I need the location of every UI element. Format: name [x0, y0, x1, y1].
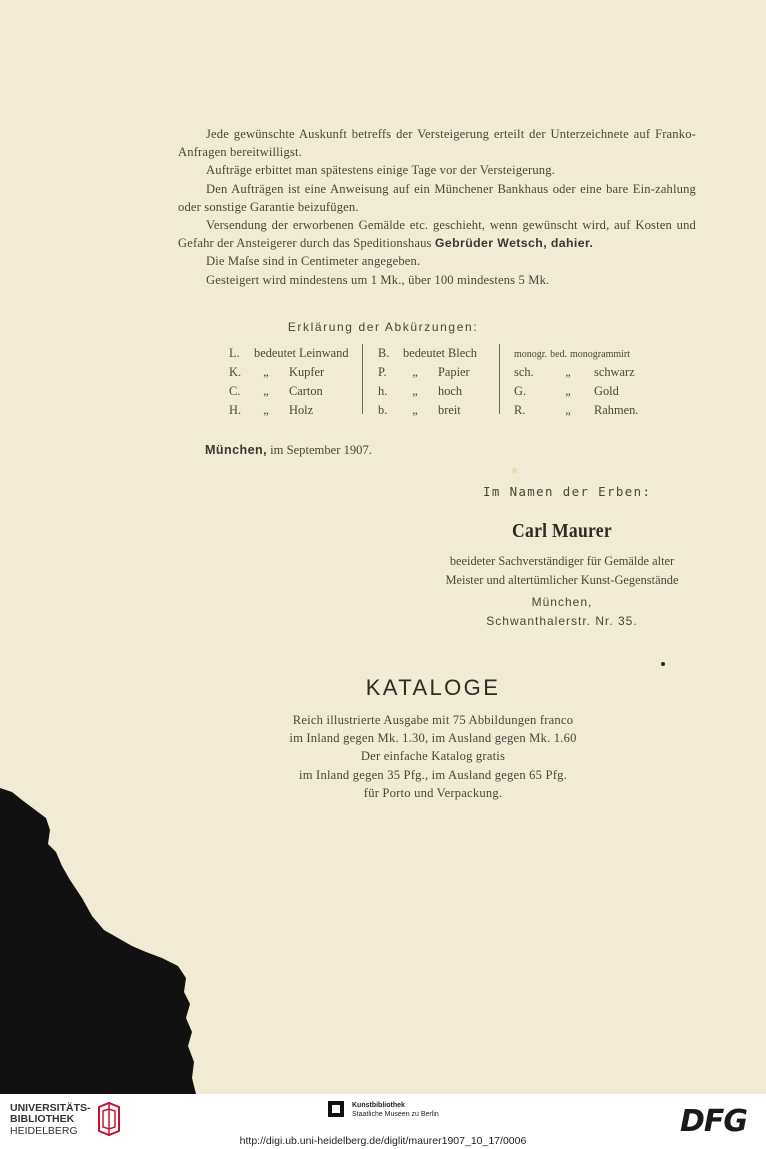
permalink-url[interactable]: http://digi.ub.uni-heidelberg.de/diglit/maurer1907_10_17/0006	[239, 1135, 527, 1147]
abbreviation-row	[229, 401, 349, 420]
abbreviation-marker: „	[565, 384, 571, 398]
shipping-company: Gebrüder Wetsch, dahier.	[434, 236, 594, 251]
abbreviation-meaning: Gold	[594, 384, 619, 398]
abbreviation-meaning: hoch	[438, 384, 463, 398]
abbreviation-row	[229, 382, 349, 401]
signatory-role: beeideter Sachverständiger für Gemälde alter Meister und altertümlicher Kunst-Gegenstände	[445, 554, 679, 587]
column-divider	[499, 344, 500, 414]
abbreviation-row	[378, 382, 477, 401]
dateline-date: im September 1907.	[270, 443, 372, 457]
abbreviation-marker: „	[263, 403, 269, 417]
kunstbibliothek-name: Kunstbibliothek Staatliche Museen zu Berlin	[352, 1102, 439, 1118]
abbreviation-meaning: Carton	[289, 384, 323, 398]
abbreviation-meaning: Leinwand	[298, 346, 349, 360]
abbreviation-row	[229, 344, 349, 363]
catalog-line: im Inland gegen Mk. 1.30, im Ausland gegen Mk. 1.60	[289, 731, 577, 746]
catalog-offer	[0, 711, 766, 802]
abbreviation: sch.	[514, 365, 534, 379]
abbreviation: K.	[229, 365, 242, 379]
abbreviation: B.	[378, 346, 390, 360]
abbreviation-row	[514, 363, 638, 382]
catalog-line: Der einfache Katalog gratis	[360, 749, 506, 764]
abbreviations-column-2	[378, 344, 477, 420]
heidelberg-library-name: UNIVERSITÄTS- BIBLIOTHEK HEIDELBERG	[10, 1101, 91, 1137]
abbreviation-marker: „	[263, 365, 269, 379]
ink-dot	[661, 662, 665, 666]
catalog-line: für Porto und Verpackung.	[363, 785, 503, 800]
column-divider	[362, 344, 363, 414]
abbreviation-marker: „	[565, 403, 571, 417]
heidelberg-library-logo[interactable]	[10, 1101, 125, 1139]
catalog-line: Reich illustrierte Ausgabe mit 75 Abbildungen franco	[292, 713, 574, 727]
abbreviation-row	[514, 382, 638, 401]
abbreviation-marker: „	[412, 403, 418, 417]
terms-paragraph-4: Versendung der erworbenen Gemälde etc. geschieht, wenn gewünscht wird, auf Kosten und Gefahr der Ansteigerer durch das Speditionshaus Gebrüder Wetsch, dahier.	[178, 218, 696, 251]
abbreviations-column-3	[514, 344, 638, 420]
terms-paragraph-6: Gesteigert wird mindestens um 1 Mk., über 100 mindestens 5 Mk.	[206, 272, 550, 287]
abbreviation: L.	[229, 346, 240, 360]
abbreviation: P.	[378, 365, 387, 379]
abbreviation-row	[514, 344, 638, 363]
terms-paragraph-3: Den Aufträgen ist eine Anweisung auf ein Münchener Bankhaus oder eine bare Ein-zahlung oder sonstige Garantie beizufügen.	[178, 181, 696, 214]
abbreviation: monogr.	[514, 349, 548, 360]
kunstbibliothek-mark-icon	[328, 1101, 344, 1117]
dark-shadow-blot	[0, 0, 200, 1094]
terms-paragraph-2: Aufträge erbittet man spätestens einige Tage vor der Versteigerung.	[206, 163, 555, 178]
dateline-city: München,	[205, 443, 267, 457]
auction-terms	[178, 125, 696, 289]
abbreviation-marker: „	[565, 365, 571, 379]
abbreviation-marker: „	[263, 384, 269, 398]
abbreviation: C.	[229, 384, 241, 398]
abbreviation-marker: bedeutet	[254, 346, 296, 360]
library-emblem-icon	[95, 1101, 125, 1139]
terms-paragraph-1: Jede gewünschte Auskunft betreffs der Versteigerung erteilt der Unterzeichnete auf Franko-Anfragen bereitwilligst.	[178, 127, 696, 160]
dateline	[205, 443, 372, 458]
abbreviation-marker: „	[412, 365, 418, 379]
abbreviation-meaning: Rahmen.	[594, 403, 639, 417]
abbreviation: H.	[229, 403, 242, 417]
paper-fleck	[512, 468, 517, 473]
abbreviation-meaning: monogrammirt	[570, 349, 631, 360]
abbreviations-column-1	[229, 344, 349, 420]
abbreviation-row	[378, 401, 477, 420]
abbreviation-row	[514, 401, 638, 420]
signatory-name: Carl Maurer	[512, 520, 612, 542]
terms-paragraph-5: Die Maſse sind in Centimeter angegeben.	[206, 254, 421, 269]
abbreviation-meaning: Kupfer	[289, 365, 325, 379]
abbreviation-marker: bedeutet	[403, 346, 445, 360]
abbreviation: h.	[378, 384, 388, 398]
catalog-heading: KATALOGE	[365, 675, 501, 700]
abbreviation-meaning: breit	[438, 403, 461, 417]
abbreviations-title: Erklärung der Abkürzungen:	[287, 320, 479, 334]
abbreviation-marker: „	[412, 384, 418, 398]
abbreviation-meaning: schwarz	[594, 365, 635, 379]
abbreviation-meaning: Blech	[447, 346, 477, 360]
abbreviation-meaning: Holz	[289, 403, 314, 417]
abbreviation-meaning: Papier	[438, 365, 470, 379]
abbreviation: G.	[514, 384, 527, 398]
signature-intro: Im Namen der Erben:	[483, 484, 652, 499]
kunstbibliothek-logo[interactable]	[328, 1101, 439, 1119]
abbreviation-row	[378, 363, 477, 382]
abbreviation-marker: bed.	[550, 349, 568, 360]
abbreviation: R.	[514, 403, 526, 417]
abbreviation-row	[378, 344, 477, 363]
signatory-address: München, Schwanthalerstr. Nr. 35.	[486, 595, 638, 628]
dfg-logo[interactable]: DFG	[680, 1104, 748, 1139]
catalog-line: im Inland gegen 35 Pfg., im Ausland gegen 65 Pfg.	[299, 767, 567, 782]
abbreviation-row	[229, 363, 349, 382]
abbreviation: b.	[378, 403, 388, 417]
